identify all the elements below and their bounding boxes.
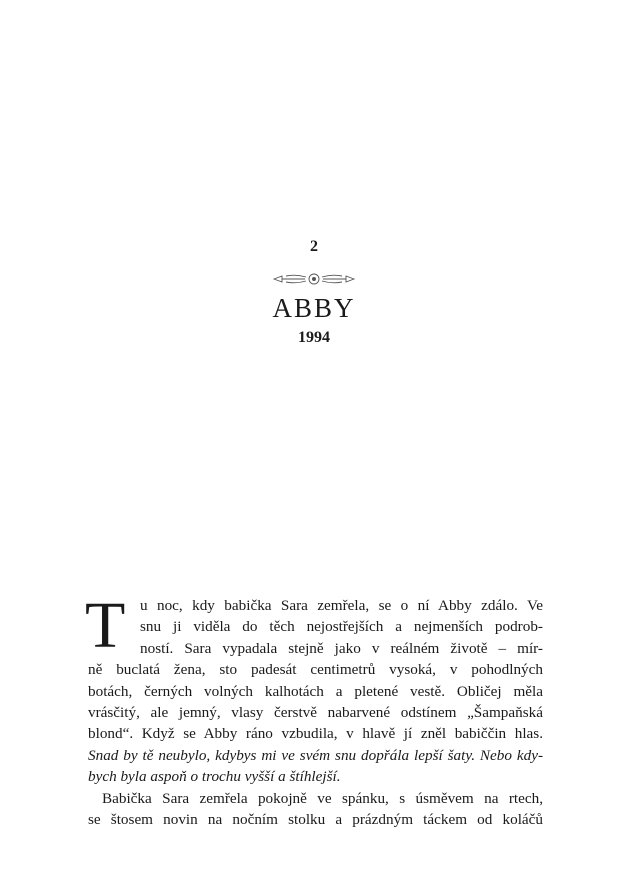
- text-line: se štosem novin na nočním stolku a prázdným táckem od koláčů: [88, 810, 543, 828]
- chapter-number: 2: [310, 238, 318, 255]
- chapter-title: ABBY: [272, 293, 356, 323]
- body-text: [85, 589, 543, 830]
- text-line: botách, černých volných kalhotách a pletené vestě. Obličej měla: [88, 682, 543, 700]
- text-line: ně buclatá žena, sto padesát centimetrů vysoká, v pohodlných: [88, 661, 543, 679]
- text-line: u noc, kdy babička Sara zemřela, se o ní Abby zdálo. Ve: [140, 597, 543, 614]
- chapter-year: 1994: [298, 329, 330, 346]
- text-line: Babička Sara zemřela pokojně ve spánku, s úsměvem na rtech,: [102, 789, 543, 807]
- text-line-italic: bych byla aspoň o trochu vyšší a štíhlejší.: [88, 768, 341, 786]
- text-line: ností. Sara vypadala stejně jako v reálném životě – mír-: [140, 639, 543, 657]
- text-line: blond“. Když se Abby ráno vzbudila, v hlavě jí zněl babiččin hlas.: [88, 725, 543, 743]
- text-line: snu ji viděla do těch nejostřejších a nejmenších podrob-: [140, 618, 543, 636]
- drop-cap: T: [85, 589, 126, 662]
- text-line: vrásčitý, ale jemný, vlasy čerstvě nabarvené odstínem „Šampaňská: [88, 703, 543, 721]
- text-line-italic: Snad by tě neubylo, kdybys mi ve svém snu dopřála lepší šaty. Nebo kdy-: [88, 746, 543, 764]
- chapter-ornament: [272, 272, 356, 286]
